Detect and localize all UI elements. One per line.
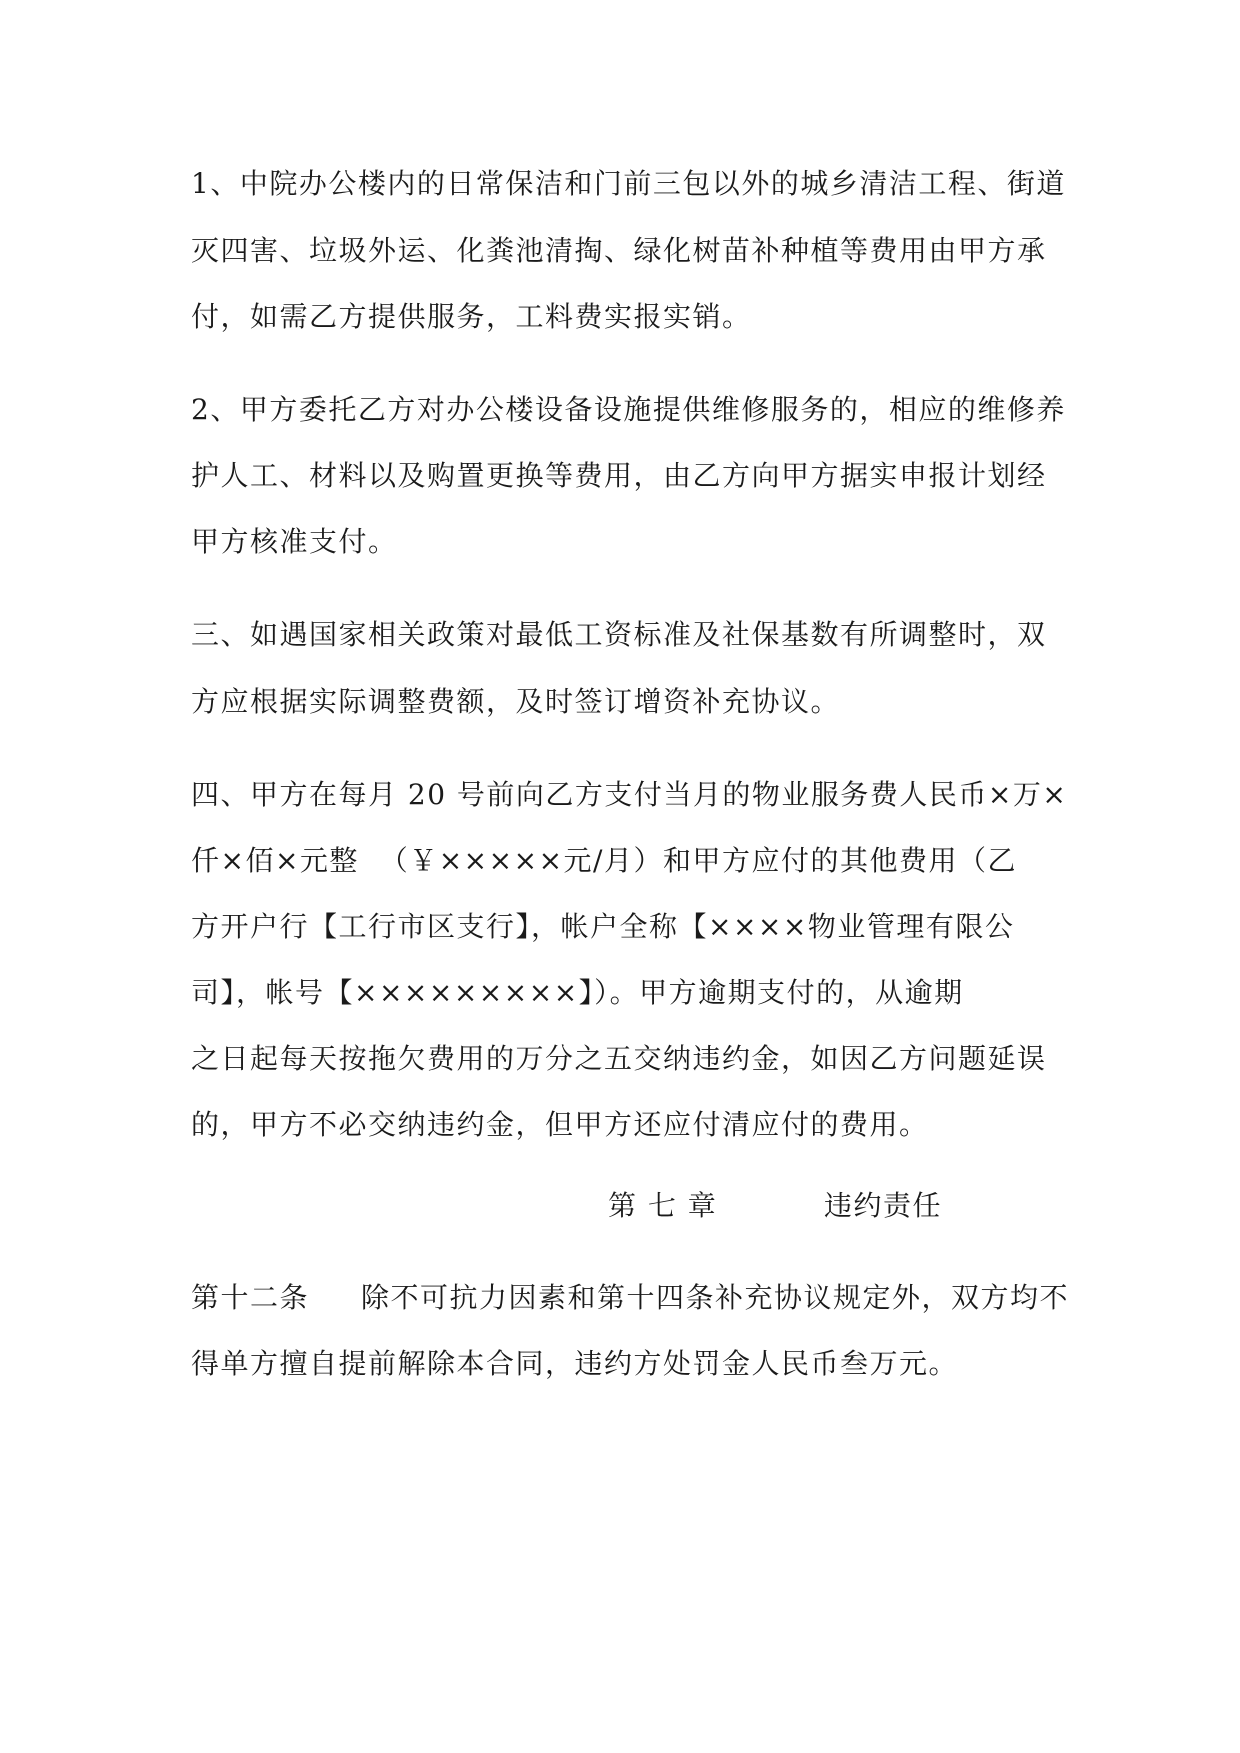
paragraph-4-line-3: 方开户行【工行市区支行】，帐户全称【××××物业管理有限公 xyxy=(191,910,1015,943)
paragraph-4-line-5: 之日起每天按拖欠费用的万分之五交纳违约金，如因乙方问题延误 xyxy=(191,1042,1047,1075)
paragraph-2-line-3: 甲方核准支付。 xyxy=(191,525,398,558)
paragraph-4-line-6: 的，甲方不必交纳违约金，但甲方还应付清应付的费用。 xyxy=(191,1108,929,1141)
paragraph-5-line-1: 第十二条 除不可抗力因素和第十四条补充协议规定外，双方均不 xyxy=(191,1281,1070,1314)
chapter-number: 第 七 章 xyxy=(608,1189,718,1222)
paragraph-4-line-4: 司】，帐号【×××××××××】）。甲方逾期支付的，从逾期 xyxy=(191,976,964,1009)
paragraph-4-line-1: 四、甲方在每月 20 号前向乙方支付当月的物业服务费人民币×万× xyxy=(191,778,1068,811)
paragraph-3-line-1: 三、如遇国家相关政策对最低工资标准及社保基数有所调整时，双 xyxy=(191,618,1047,651)
paragraph-3-line-2: 方应根据实际调整费额，及时签订增资补充协议。 xyxy=(191,685,841,718)
paragraph-5-line-2: 得单方擅自提前解除本合同，违约方处罚金人民币叁万元。 xyxy=(191,1347,959,1380)
paragraph-2-line-2: 护人工、材料以及购置更换等费用，由乙方向甲方据实申报计划经 xyxy=(191,459,1047,492)
paragraph-4-line-2: 仟×佰×元整 （￥×××××元/月）和甲方应付的其他费用（乙 xyxy=(191,844,1017,877)
chapter-title: 违约责任 xyxy=(824,1189,943,1222)
paragraph-2-line-1: 2、甲方委托乙方对办公楼设备设施提供维修服务的，相应的维修养 xyxy=(191,393,1066,426)
paragraph-1-line-3: 付，如需乙方提供服务，工料费实报实销。 xyxy=(191,300,752,333)
paragraph-1-line-2: 灭四害、垃圾外运、化粪池清掏、绿化树苗补种植等费用由甲方承 xyxy=(191,234,1047,267)
paragraph-1-line-1: 1、中院办公楼内的日常保洁和门前三包以外的城乡清洁工程、街道 xyxy=(191,167,1066,200)
